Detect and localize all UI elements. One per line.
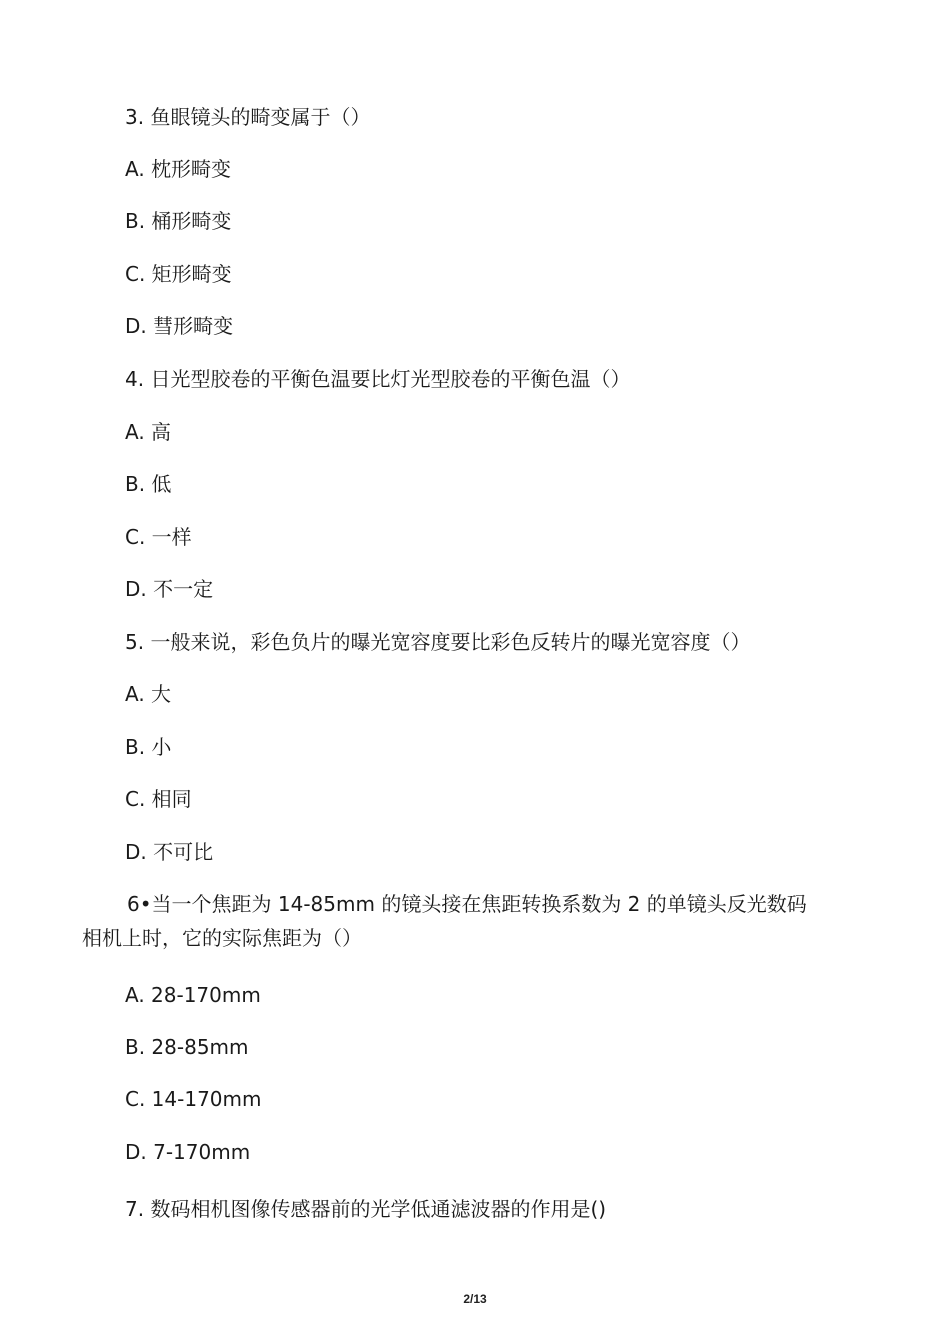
question-6-stem-line-1: 6•当一个焦距为 14-85mm 的镜头接在焦距转换系数为 2 的单镜头反光数码 <box>127 892 807 916</box>
question-6-option-c: C. 14-170mm <box>125 1087 262 1111</box>
question-3-option-b: B. 桶形畸变 <box>125 209 232 233</box>
question-4-option-b: B. 低 <box>125 472 172 496</box>
question-6-option-a: A. 28-170mm <box>125 983 261 1007</box>
question-6-option-d: D. 7-170mm <box>125 1140 251 1164</box>
question-7-stem: 7. 数码相机图像传感器前的光学低通滤波器的作用是() <box>125 1197 607 1221</box>
question-5-option-a: A. 大 <box>125 682 172 706</box>
question-5-option-b: B. 小 <box>125 735 172 759</box>
question-5-option-d: D. 不可比 <box>125 840 214 864</box>
question-4-option-a: A. 高 <box>125 420 172 444</box>
question-5-stem: 5. 一般来说，彩色负片的曝光宽容度要比彩色反转片的曝光宽容度（） <box>125 630 751 654</box>
question-4-option-c: C. 一样 <box>125 525 192 549</box>
question-6-option-b: B. 28-85mm <box>125 1035 249 1059</box>
question-4-stem: 4. 日光型胶卷的平衡色温要比灯光型胶卷的平衡色温（） <box>125 367 631 391</box>
question-3-option-d: D. 彗形畸变 <box>125 314 234 338</box>
question-6-stem-line-2: 相机上时，它的实际焦距为（） <box>82 926 362 950</box>
question-3-option-c: C. 矩形畸变 <box>125 262 232 286</box>
page-number: 2/13 <box>463 1292 487 1306</box>
question-3-option-a: A. 枕形畸变 <box>125 157 232 181</box>
question-4-option-d: D. 不一定 <box>125 577 214 601</box>
question-3-stem: 3. 鱼眼镜头的畸变属于（） <box>125 105 371 129</box>
question-5-option-c: C. 相同 <box>125 787 192 811</box>
